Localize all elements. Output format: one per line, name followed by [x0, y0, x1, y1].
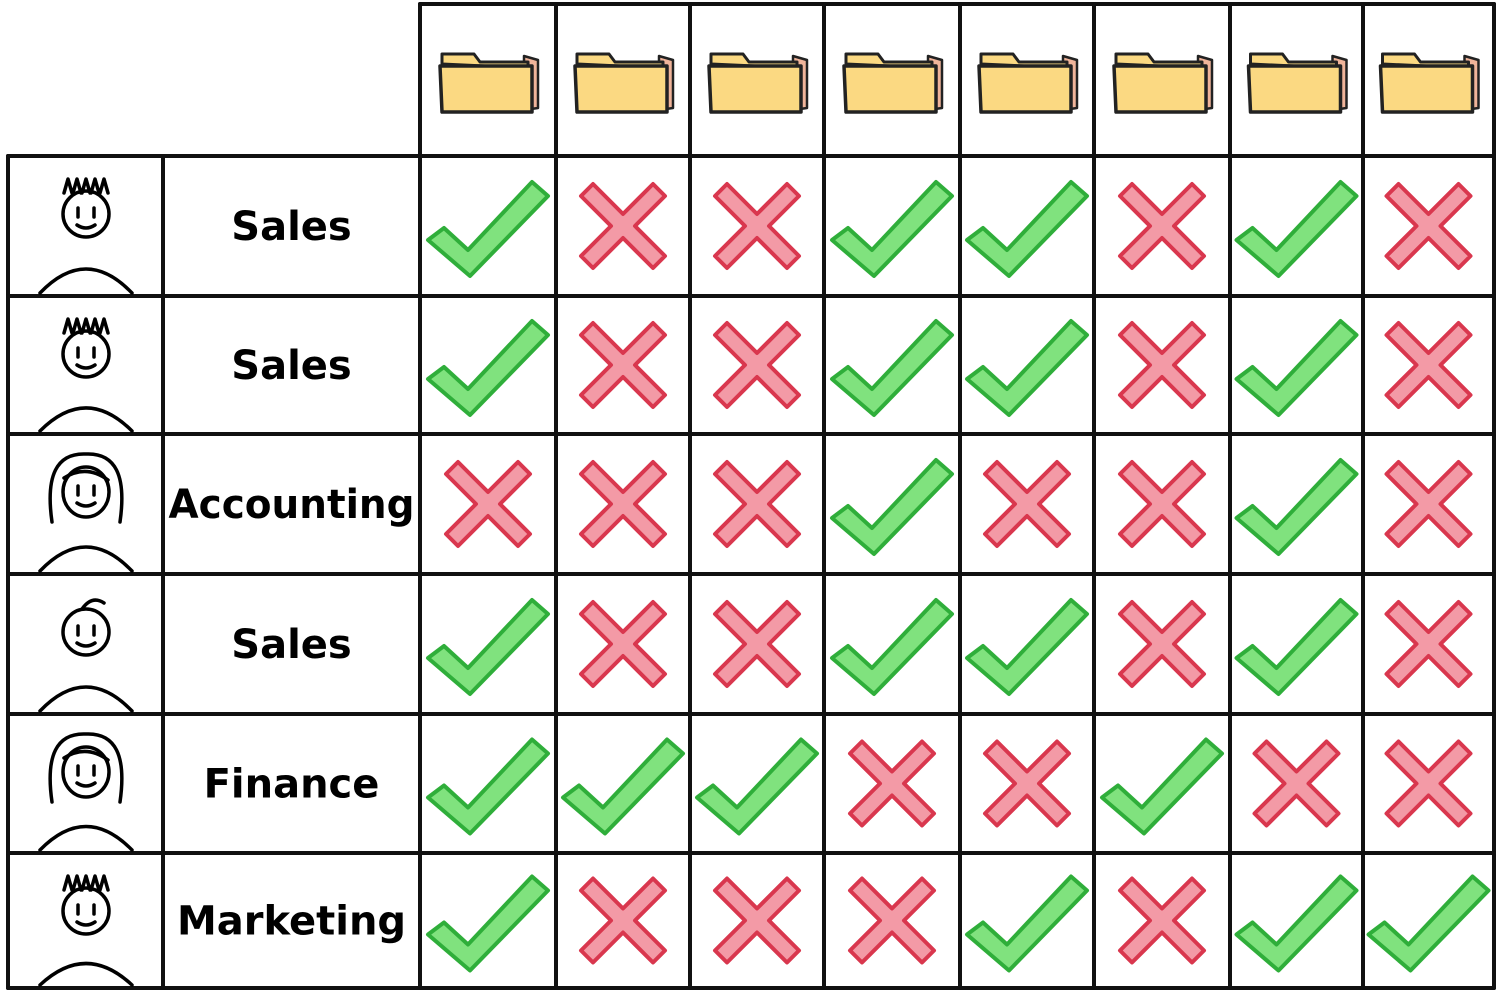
user-row	[40, 179, 1471, 293]
department-label: Sales	[231, 622, 352, 668]
folder-icon	[1114, 54, 1212, 112]
folder-icon	[979, 54, 1077, 112]
cross-icon	[1387, 462, 1471, 546]
cross-icon	[985, 742, 1069, 826]
cross-icon	[1387, 323, 1471, 407]
cross-icon	[715, 462, 799, 546]
woman-long-hair-avatar-icon	[40, 454, 132, 571]
department-label: Sales	[231, 343, 352, 389]
man-spiky-hair-avatar-icon	[40, 179, 132, 293]
check-icon	[832, 460, 952, 554]
check-icon	[1237, 877, 1357, 971]
check-icon	[1237, 600, 1357, 694]
check-icon	[832, 182, 952, 276]
woman-avatar-icon	[40, 734, 132, 850]
check-icon	[697, 740, 817, 834]
department-label: Accounting	[168, 482, 415, 528]
cross-icon	[581, 184, 665, 268]
check-icon	[967, 182, 1087, 276]
man-spiky-hair-avatar-icon	[40, 319, 132, 431]
folder-icon	[440, 54, 538, 112]
check-icon	[967, 321, 1087, 415]
check-icon	[428, 740, 548, 834]
check-icon	[1102, 740, 1222, 834]
cross-icon	[850, 742, 934, 826]
folder-icon	[844, 54, 942, 112]
cross-icon	[581, 462, 665, 546]
cross-icon	[1120, 879, 1204, 963]
cross-icon	[850, 879, 934, 963]
department-label: Sales	[231, 204, 352, 250]
check-icon	[428, 182, 548, 276]
cross-icon	[985, 462, 1069, 546]
folder-icon	[709, 54, 807, 112]
check-icon	[563, 740, 683, 834]
check-icon	[832, 600, 952, 694]
cross-icon	[1387, 742, 1471, 826]
department-label: Marketing	[176, 898, 407, 945]
cross-icon	[1120, 462, 1204, 546]
user-row	[40, 454, 1471, 571]
check-icon	[1237, 460, 1357, 554]
folder-icon	[1249, 54, 1347, 112]
man-avatar-icon	[40, 600, 132, 711]
cross-icon	[715, 323, 799, 407]
department-label: Finance	[203, 761, 380, 808]
cross-icon	[581, 323, 665, 407]
cross-icon	[1387, 602, 1471, 686]
cross-icon	[581, 602, 665, 686]
cross-icon	[1120, 323, 1204, 407]
cross-icon	[446, 462, 530, 546]
check-icon	[1237, 182, 1357, 276]
man-spiky-hair-avatar-icon	[40, 876, 132, 985]
cross-icon	[1255, 742, 1339, 826]
folder-icon	[575, 54, 673, 112]
check-icon	[428, 877, 548, 971]
cross-icon	[581, 879, 665, 963]
check-icon	[967, 600, 1087, 694]
check-icon	[428, 321, 548, 415]
user-row	[40, 600, 1471, 711]
check-icon	[1237, 321, 1357, 415]
cross-icon	[1120, 184, 1204, 268]
user-rows	[40, 179, 1489, 985]
cross-icon	[715, 602, 799, 686]
cross-icon	[715, 879, 799, 963]
check-icon	[1369, 877, 1489, 971]
check-icon	[428, 600, 548, 694]
user-row	[40, 734, 1471, 850]
user-row	[40, 876, 1489, 985]
cross-icon	[715, 184, 799, 268]
folder-icon	[1381, 54, 1479, 112]
cross-icon	[1387, 184, 1471, 268]
user-row	[40, 319, 1471, 431]
check-icon	[832, 321, 952, 415]
cross-icon	[1120, 602, 1204, 686]
check-icon	[967, 877, 1087, 971]
